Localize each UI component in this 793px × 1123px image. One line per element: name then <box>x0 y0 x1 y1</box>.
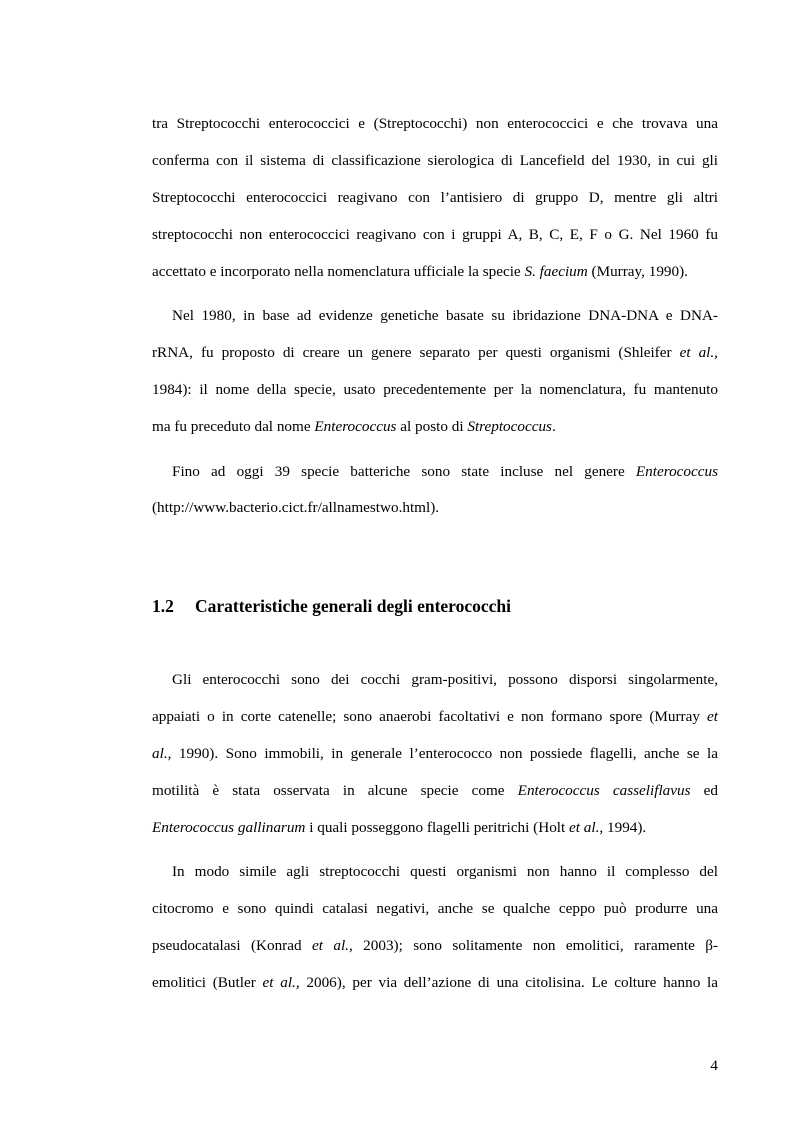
text-line: streptococchi non enterococcici reagivano con i gruppi A, B, C, E, F o G. Nel 1960 fu <box>152 226 718 243</box>
text-line: In modo simile agli streptococchi questi organismi non hanno il complesso del <box>172 863 718 880</box>
text-line: Gli enterococchi sono dei cocchi gram-positivi, possono disporsi singolarmente, <box>172 671 718 688</box>
section-heading <box>152 594 511 618</box>
text-line: al., 1990). Sono immobili, in generale l’enterococco non possiede flagelli, anche se la <box>152 745 718 762</box>
text-line: Streptococchi enterococcici reagivano con l’antisiero di gruppo D, mentre gli altri <box>152 189 718 206</box>
text-line: Nel 1980, in base ad evidenze genetiche basate su ibridazione DNA-DNA e DNA- <box>172 307 718 324</box>
text-line: (http://www.bacterio.cict.fr/allnamestwo.html). <box>152 499 440 516</box>
text-line: motilità è stata osservata in alcune specie come Enterococcus casseliflavus ed <box>152 782 718 799</box>
section-number: 1.2 <box>152 596 174 616</box>
text-line: tra Streptococchi enterococcici e (Streptococchi) non enterococcici e che trovava una <box>152 115 718 132</box>
page-number: 4 <box>710 1057 718 1074</box>
text-line: Fino ad oggi 39 specie batteriche sono state incluse nel genere Enterococcus <box>172 463 718 480</box>
text-line: Enterococcus gallinarum i quali posseggono flagelli peritrichi (Holt et al., 1994). <box>152 819 647 836</box>
text-line: appaiati o in corte catenelle; sono anaerobi facoltativi e non formano spore (Murray et <box>152 708 718 725</box>
text-line: citocromo e sono quindi catalasi negativi, anche se qualche ceppo può produrre una <box>152 900 718 917</box>
text-line: 1984): il nome della specie, usato precedentemente per la nomenclatura, fu mantenuto <box>152 381 718 398</box>
text-line: pseudocatalasi (Konrad et al., 2003); sono solitamente non emolitici, raramente β- <box>152 937 718 954</box>
section-title: Caratteristiche generali degli enterococchi <box>195 596 512 616</box>
text-line: rRNA, fu proposto di creare un genere separato per questi organismi (Shleifer et al., <box>152 344 718 361</box>
text-line: accettato e incorporato nella nomenclatura ufficiale la specie S. faecium (Murray, 1990). <box>152 263 688 280</box>
text-line: conferma con il sistema di classificazione sierologica di Lancefield del 1930, in cui gli <box>152 152 718 169</box>
text-line: emolitici (Butler et al., 2006), per via dell’azione di una citolisina. Le colture hanno la <box>152 974 718 991</box>
text-line: ma fu preceduto dal nome Enterococcus al posto di Streptococcus. <box>152 418 556 435</box>
